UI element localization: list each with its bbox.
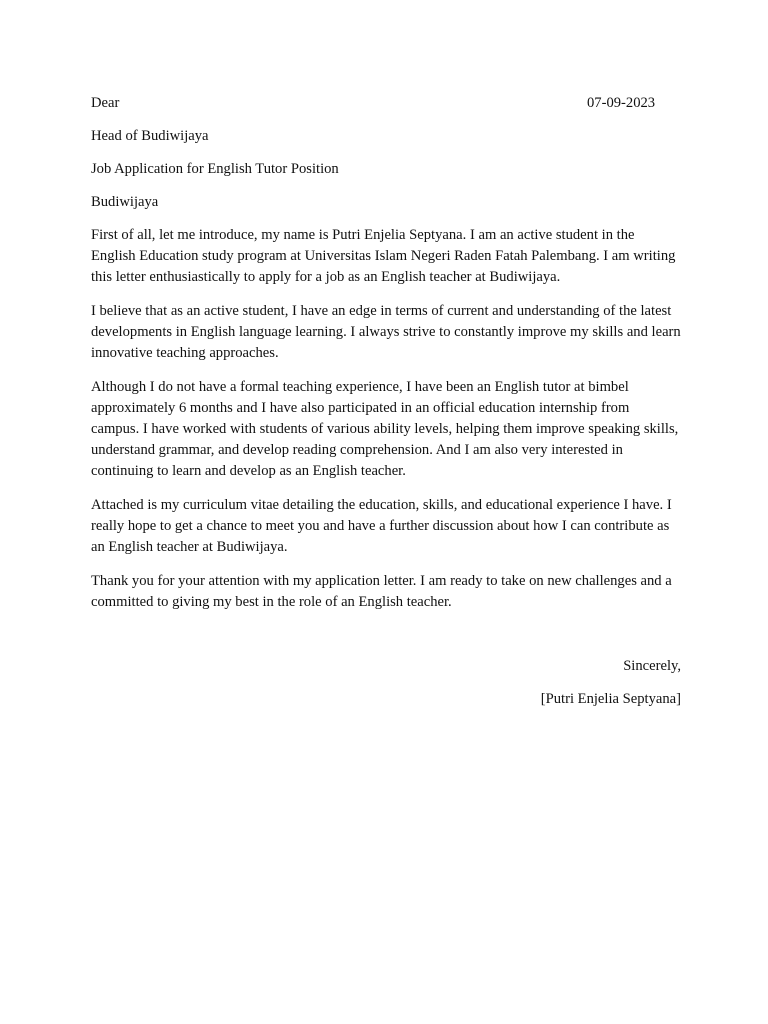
company-name: Budiwijaya [91,194,159,210]
letter-page [91,93,681,709]
letter-header [91,93,681,113]
letter-date: 07-09-2023 [587,95,656,111]
paragraph-introduction: First of all, let me introduce, my name is Putri Enjelia Septyana. I am an active student in the English Education study program at Universitas Islam Negeri Raden Fatah Palembang. I am writing this letter enthusiastically to apply for a job as an English teacher at Budiwijaya. [91,227,676,285]
paragraph-experience: Although I do not have a formal teaching experience, I have been an English tutor at bimbel approximately 6 months and I have also participated in an official education internship from campus. I have worked with students of various ability levels, helping them improve speaking skills, understand grammar, and develop reading comprehension. And I am also very interested in continuing to learn and develop as an English teacher. [91,379,679,479]
paragraph-attachment: Attached is my curriculum vitae detailing the education, skills, and educational experience I have. I really hope to get a chance to meet you and have a further discussion about how I can contribute as an English teacher at Budiwijaya. [91,497,672,555]
closing: Sincerely, [623,658,681,674]
paragraph-qualifications: I believe that as an active student, I have an edge in terms of current and understanding of the latest developments in English language learning. I always strive to constantly improve my skills and learn innovative teaching approaches. [91,303,681,361]
paragraph-thanks: Thank you for your attention with my application letter. I am ready to take on new challenges and a committed to giving my best in the role of an English teacher. [91,573,672,610]
signature-name: [Putri Enjelia Septyana] [540,691,681,707]
subject-line: Job Application for English Tutor Position [91,161,339,177]
salutation: Dear [91,95,120,111]
recipient: Head of Budiwijaya [91,128,209,144]
